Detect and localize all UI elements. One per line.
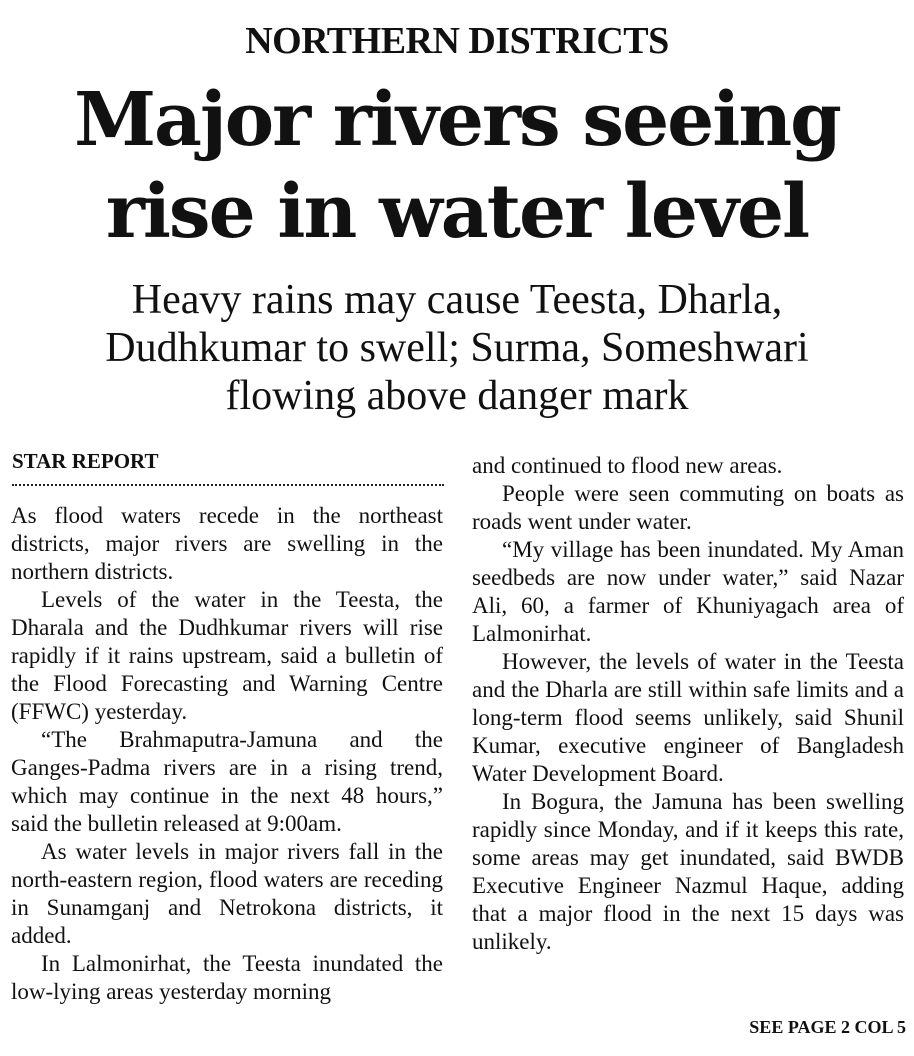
subhead-line-2: Dudhkumar to swell; Surma, Someshwari <box>105 325 809 371</box>
paragraph-continued: and continued to flood new areas. <box>472 453 783 478</box>
left-column <box>11 502 443 1006</box>
paragraph: However, the levels of water in the Teesta and the Dharla are still within safe limits and a long-term flood seems unlikely, said Shunil Kumar, executive engineer of Bangladesh Water Development Board. <box>472 649 904 786</box>
paragraph: Levels of the water in the Teesta, the Dharala and the Dudhkumar rivers will rise rapidly if it rains upstream, said a bulletin of the Flood Forecasting and Warning Centre (FFWC) yesterday. <box>11 587 443 724</box>
subhead-line-3: flowing above danger mark <box>225 373 689 419</box>
paragraph: In Bogura, the Jamuna has been swelling rapidly since Monday, and if it keeps this rate, some areas may get inundated, said BWDB Executive Engineer Nazmul Haque, adding that a major flood in the next 15 days was unlikely. <box>472 789 904 954</box>
headline <box>0 74 914 258</box>
paragraph: As flood waters recede in the northeast districts, major rivers are swelling in the northern districts. <box>11 503 443 584</box>
subhead-line-1: Heavy rains may cause Teesta, Dharla, <box>131 277 783 323</box>
subheadline <box>20 276 894 420</box>
paragraph: As water levels in major rivers fall in the north-eastern region, flood waters are receding in Sunamganj and Netrokona districts, it added. <box>11 839 443 948</box>
paragraph: “My village has been inundated. My Aman seedbeds are now under water,” said Nazar Ali, 60, a farmer of Khuniyagach area of Lalmonirhat. <box>472 537 904 646</box>
paragraph: People were seen commuting on boats as roads went under water. <box>472 481 904 534</box>
section-kicker: NORTHERN DISTRICTS <box>245 20 669 62</box>
headline-line-1: Major rivers seeing <box>74 77 840 163</box>
continuation-jump: SEE PAGE 2 COL 5 <box>749 1017 906 1037</box>
byline-divider <box>12 484 444 486</box>
paragraph: “The Brahmaputra-Jamuna and the Ganges-Padma rivers are in a rising trend, which may continue in the next 48 hours,” said the bulletin released at 9:00am. <box>11 727 443 836</box>
right-column <box>472 452 904 956</box>
paragraph: In Lalmonirhat, the Teesta inundated the low-lying areas yesterday morning <box>11 951 443 1004</box>
headline-line-2: rise in water level <box>105 169 809 255</box>
byline: STAR REPORT <box>12 449 159 473</box>
